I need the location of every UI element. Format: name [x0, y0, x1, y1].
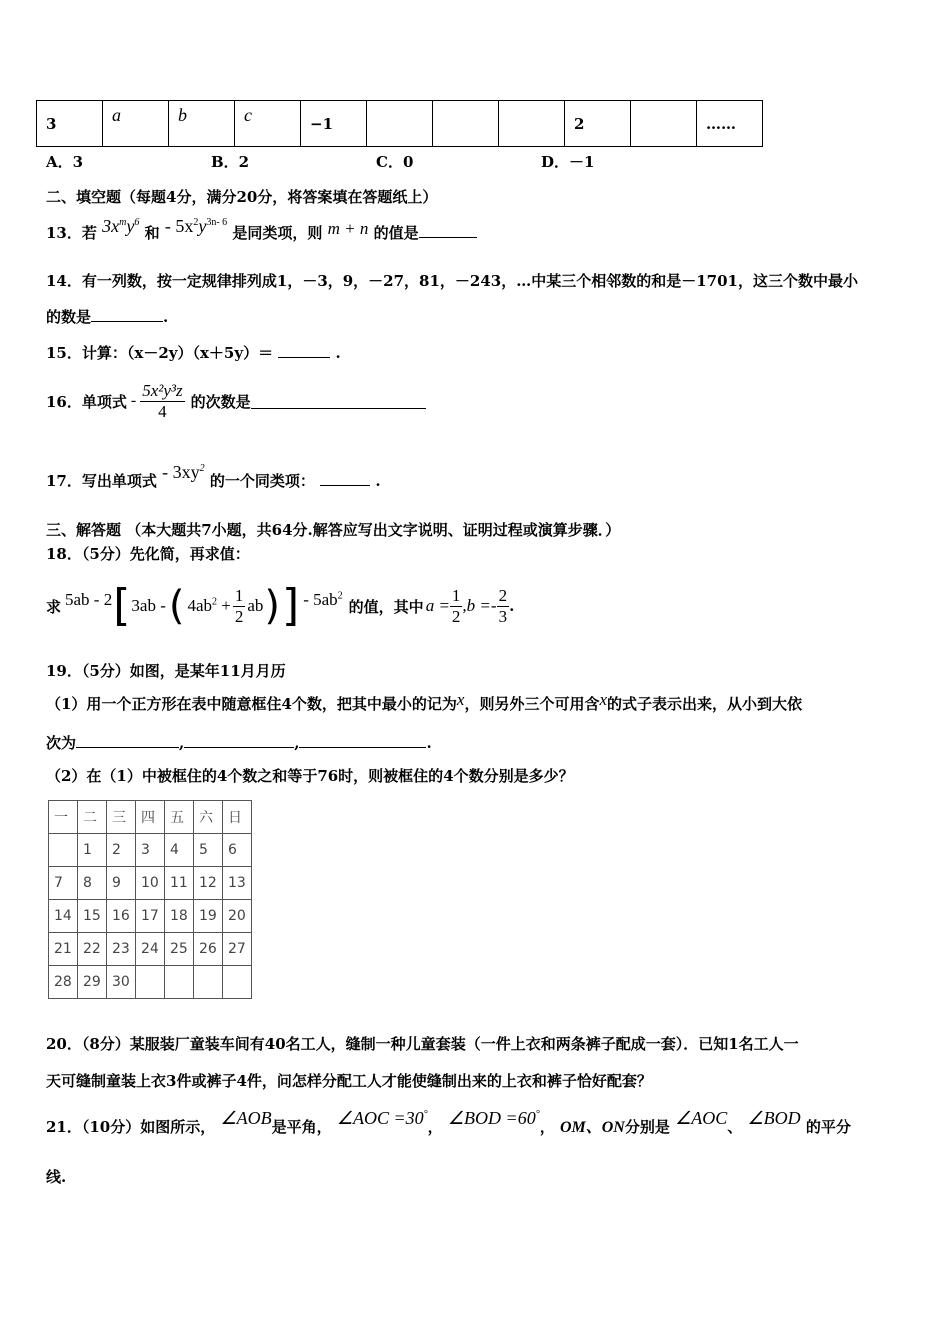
question-21-line2: 线. — [46, 1168, 67, 1186]
calendar-cell: 26 — [194, 933, 223, 966]
question-17: 17．写出单项式 - $3xy^2$ 的一个同类项： . — [46, 462, 381, 490]
calendar-cell: 四 — [136, 801, 165, 834]
calendar-cell: 3 — [136, 834, 165, 867]
calendar-cell: 22 — [78, 933, 107, 966]
seq-cell — [499, 101, 565, 147]
seq-cell: −1 — [301, 101, 367, 147]
question-13: 13．若 $3x^my^6$ 和 - $5x^2y^{3n- 6}$ 是同类项，则 m + n 的值是 — [46, 214, 477, 248]
question-19-part1-line1: （1）用一个正方形在表中随意框住4个数，把其中最小的记为x，则另外三个可用含x的式子表示出来，从小到大依 — [46, 690, 803, 713]
seq-cell — [631, 101, 697, 147]
calendar-row — [49, 867, 252, 900]
calendar-cell: 11 — [165, 867, 194, 900]
calendar-cell: 6 — [223, 834, 252, 867]
calendar-cell: 五 — [165, 801, 194, 834]
calendar-cell: 13 — [223, 867, 252, 900]
seq-cell: 2 — [565, 101, 631, 147]
question-19-part1-line2: 次为 , , . — [46, 734, 432, 752]
calendar-cell: 一 — [49, 801, 78, 834]
question-19-title: 19．（5分）如图，是某年11月月历 — [46, 662, 286, 680]
calendar-cell: 2 — [107, 834, 136, 867]
seq-cell: b — [169, 101, 235, 147]
calendar-cell: 16 — [107, 900, 136, 933]
section-2-title: 二、填空题（每题4分，满分20分，将答案填在答题纸上） — [46, 188, 438, 206]
seq-cell — [433, 101, 499, 147]
seq-cell: c — [235, 101, 301, 147]
calendar-cell — [223, 966, 252, 999]
seq-cell: …… — [697, 101, 763, 147]
calendar-cell — [194, 966, 223, 999]
calendar-cell: 4 — [165, 834, 194, 867]
question-14-line2: 的数是 . — [46, 308, 169, 326]
calendar-cell: 27 — [223, 933, 252, 966]
option-c: C．0 — [376, 153, 414, 171]
question-20-line1: 20．（8分）某服装厂童装车间有40名工人，缝制一种儿童套装（一件上衣和两条裤子配成一套）．已知1名工人一 — [46, 1035, 799, 1053]
question-21-line1: 21．（10分）如图所示， ∠AOB是平角， ∠AOC =30°， ∠BOD =60°， OM、ON分别是 ∠AOC、 ∠BOD 的平分 — [46, 1108, 851, 1136]
sequence-table — [36, 100, 763, 147]
calendar-cell: 25 — [165, 933, 194, 966]
q15-answer-blank[interactable] — [278, 343, 330, 358]
option-d: D．－1 — [541, 153, 595, 171]
calendar-cell — [136, 966, 165, 999]
calendar-cell: 二 — [78, 801, 107, 834]
seq-cell: 3 — [37, 101, 103, 147]
calendar-cell: 8 — [78, 867, 107, 900]
question-15: 15．计算：（x－2y）（x＋5y）＝ . — [46, 344, 341, 362]
question-14-line1: 14．有一列数，按一定规律排列成1，－3，9，－27，81，－243，…中某三个相邻数的和是－1701，这三个数中最小 — [46, 272, 858, 290]
q13-answer-blank[interactable] — [419, 223, 477, 238]
q19-blank-1[interactable] — [76, 733, 179, 748]
option-a: A．3 — [46, 153, 84, 171]
calendar-cell: 1 — [78, 834, 107, 867]
calendar-cell: 日 — [223, 801, 252, 834]
calendar-cell: 20 — [223, 900, 252, 933]
calendar-cell: 29 — [78, 966, 107, 999]
question-18-title: 18．（5分）先化简，再求值： — [46, 545, 250, 563]
q19-blank-3[interactable] — [299, 733, 426, 748]
calendar-cell: 六 — [194, 801, 223, 834]
q17-answer-blank[interactable] — [320, 471, 370, 486]
calendar-cell: 12 — [194, 867, 223, 900]
calendar-table — [48, 800, 252, 999]
calendar-cell — [49, 834, 78, 867]
calendar-row — [49, 900, 252, 933]
calendar-cell: 9 — [107, 867, 136, 900]
calendar-cell: 28 — [49, 966, 78, 999]
calendar-row — [49, 834, 252, 867]
calendar-cell: 21 — [49, 933, 78, 966]
calendar-cell: 23 — [107, 933, 136, 966]
question-19-part2: （2）在（1）中被框住的4个数之和等于76时，则被框住的4个数分别是多少？ — [46, 767, 574, 785]
q13-number: 13．若 — [46, 224, 97, 242]
calendar-cell: 7 — [49, 867, 78, 900]
question-20-line2: 天可缝制童装上衣3件或裤子4件，问怎样分配工人才能使缝制出来的上衣和裤子恰好配套？ — [46, 1072, 652, 1090]
calendar-row — [49, 966, 252, 999]
calendar-cell: 18 — [165, 900, 194, 933]
calendar-cell — [165, 966, 194, 999]
seq-cell — [367, 101, 433, 147]
question-18-expression: 求 5ab - 2 [ 3ab - ( $4ab^2$ + $\frac{1}{2}$ ab ) ] - $5ab^2$ 的值，其中 a = $\frac{1}{2}$ ,b =- $\frac{2}{3}$ . — [46, 580, 515, 631]
calendar-cell: 14 — [49, 900, 78, 933]
option-b: B．2 — [211, 153, 250, 171]
seq-cell: a — [103, 101, 169, 147]
calendar-cell: 17 — [136, 900, 165, 933]
calendar-header-row — [49, 801, 252, 834]
section-3-title: 三、解答题 （本大题共7小题，共64分.解答应写出文字说明、证明过程或演算步骤．） — [46, 521, 621, 539]
q16-answer-blank[interactable] — [251, 394, 426, 409]
calendar-cell: 30 — [107, 966, 136, 999]
calendar-cell: 10 — [136, 867, 165, 900]
calendar-cell: 5 — [194, 834, 223, 867]
calendar-cell: 19 — [194, 900, 223, 933]
question-16: 16．单项式 - $\frac{\text{5x²y³z}}{4}$ 的次数是 — [46, 376, 426, 426]
q14-answer-blank[interactable] — [91, 307, 163, 322]
calendar-cell: 15 — [78, 900, 107, 933]
calendar-cell: 24 — [136, 933, 165, 966]
q19-blank-2[interactable] — [184, 733, 294, 748]
calendar-row — [49, 933, 252, 966]
calendar-cell: 三 — [107, 801, 136, 834]
